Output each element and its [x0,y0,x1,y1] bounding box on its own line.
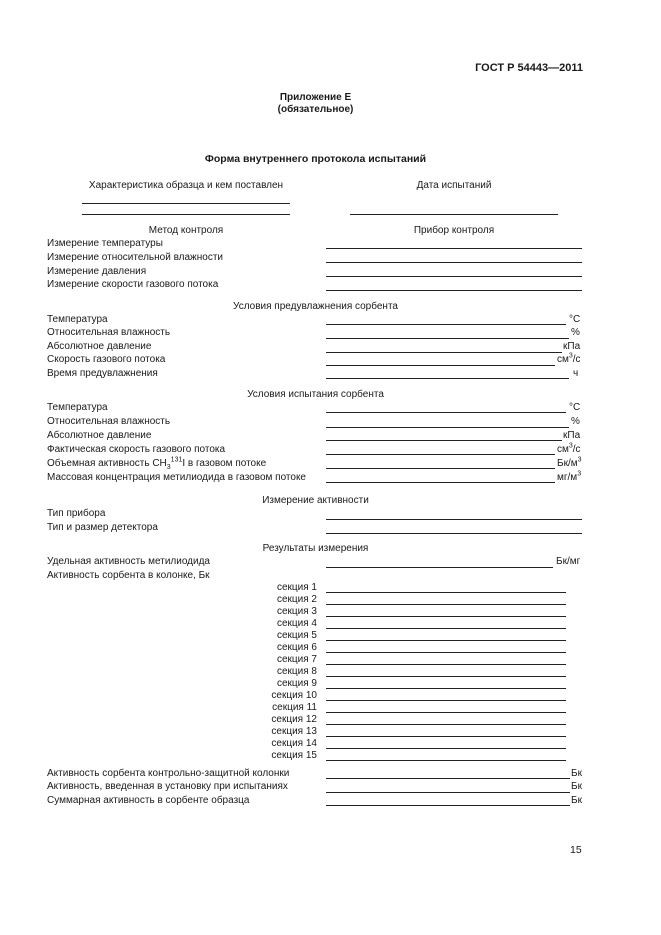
section-line[interactable] [326,760,566,761]
prewet-row-unit: $см^3/с$ [557,352,581,365]
section-line[interactable] [326,592,566,593]
total-row-label: Суммарная активность в сорбенте образца [47,795,250,806]
total-row-line[interactable] [326,792,570,793]
test-row-unit: кПа [563,430,581,441]
section-label: секция 11 [272,702,317,713]
test-row-label: Температура [47,402,108,413]
test-row-label: Абсолютное давление [47,430,152,441]
prewet-row-label: Относительная влажность [47,327,171,338]
appendix-title: Приложение Е [279,92,352,103]
activity-measure-label: Тип и размер детектора [47,522,158,533]
prewet-heading: Условия предувлажнения сорбента [233,301,398,312]
method-row-line[interactable] [326,276,582,277]
section-line[interactable] [326,652,566,653]
section-line[interactable] [326,688,566,689]
test-heading: Условия испытания сорбента [247,389,384,400]
appendix-note: (обязательное) [277,104,354,115]
test-row-unit: % [571,416,580,427]
sample-characteristic-header: Характеристика образца и кем поставлен [88,180,284,191]
test-date-line[interactable] [350,214,558,215]
prewet-row-unit: ч [573,368,579,379]
section-label: секция 3 [276,606,317,617]
document-code: ГОСТ Р 54443—2011 [475,62,583,74]
test-row-line[interactable] [326,427,569,428]
prewet-row-unit: % [571,327,580,338]
section-line[interactable] [326,628,566,629]
test-row-label: Объемная активность $CH_3^{131}I$ в газовом потоке [47,456,267,471]
total-row-unit: Бк [571,781,582,792]
test-row-unit: $Бк/м^3$ [557,456,582,469]
section-line[interactable] [326,640,566,641]
section-line[interactable] [326,724,566,725]
test-row-line[interactable] [326,468,555,469]
test-date-header: Дата испытаний [416,180,492,191]
specific-activity-line[interactable] [326,567,553,568]
page-number: 15 [570,844,582,856]
section-label: секция 14 [271,738,317,749]
activity-measure-heading: Измерение активности [262,495,369,506]
form-title: Форма внутреннего протокола испытаний [204,153,427,165]
prewet-row-label: Время предувлажнения [47,368,158,379]
method-header: Метод контроля [148,225,224,236]
section-label: секция 13 [271,726,317,737]
test-row-line[interactable] [326,454,555,455]
prewet-row-line[interactable] [326,365,555,366]
prewet-row-unit: °С [569,314,581,325]
specific-activity-unit: Бк/мг [556,556,581,567]
test-row-unit: $см^3/с$ [557,442,581,455]
device-header: Прибор контроля [413,225,495,236]
test-row-label: Массовая концентрация метилиодида в газовом потоке [47,472,306,483]
total-row-line[interactable] [326,805,570,806]
prewet-row-label: Скорость газового потока [47,354,166,365]
method-row-label: Измерение относительной влажности [47,252,223,263]
sample-line-2[interactable] [82,214,290,215]
prewet-row-line[interactable] [326,352,562,353]
section-line[interactable] [326,700,566,701]
section-line[interactable] [326,664,566,665]
method-row-label: Измерение давления [47,266,147,277]
method-row-label: Измерение температуры [47,238,163,249]
total-row-unit: Бк [571,795,582,806]
section-label: секция 8 [276,666,317,677]
test-row-unit: $мг/м^3$ [557,470,582,483]
method-row-label: Измерение скорости газового потока [47,279,219,290]
section-line[interactable] [326,736,566,737]
section-line[interactable] [326,748,566,749]
activity-measure-line[interactable] [326,533,582,534]
total-row-unit: Бк [571,768,582,779]
test-row-unit: °С [569,402,581,413]
total-row-label: Активность, введенная в установку при испытаниях [47,781,288,792]
sample-line-1[interactable] [82,203,290,204]
prewet-row-unit: кПа [563,341,581,352]
section-label: секция 6 [276,642,317,653]
activity-measure-line[interactable] [326,519,582,520]
prewet-row-line[interactable] [326,338,569,339]
test-row-label: Фактическая скорость газового потока [47,444,226,455]
section-line[interactable] [326,712,566,713]
prewet-row-line[interactable] [326,378,569,379]
test-row-line[interactable] [326,412,566,413]
specific-activity-label: Удельная активность метилиодида [47,556,210,567]
section-line[interactable] [326,604,566,605]
method-row-line[interactable] [326,248,582,249]
results-heading: Результаты измерения [262,543,369,554]
method-row-line[interactable] [326,262,582,263]
section-label: секция 9 [276,678,317,689]
section-label: секция 15 [271,750,317,761]
total-row-label: Активность сорбента контрольно-защитной колонки [47,768,290,779]
section-label: секция 2 [276,594,317,605]
test-row-line[interactable] [326,482,555,483]
section-line[interactable] [326,616,566,617]
prewet-row-line[interactable] [326,324,566,325]
activity-measure-label: Тип прибора [47,508,106,519]
section-label: секция 5 [276,630,317,641]
test-row-line[interactable] [326,440,562,441]
section-label: секция 4 [276,618,317,629]
prewet-row-label: Абсолютное давление [47,341,152,352]
section-label: секция 12 [271,714,317,725]
method-row-line[interactable] [326,290,582,291]
section-line[interactable] [326,676,566,677]
section-label: секция 1 [276,582,317,593]
column-activity-label: Активность сорбента в колонке, Бк [47,570,210,581]
test-row-label: Относительная влажность [47,416,171,427]
section-label: секция 10 [271,690,317,701]
prewet-row-label: Температура [47,314,108,325]
section-label: секция 7 [276,654,317,665]
total-row-line[interactable] [326,778,570,779]
